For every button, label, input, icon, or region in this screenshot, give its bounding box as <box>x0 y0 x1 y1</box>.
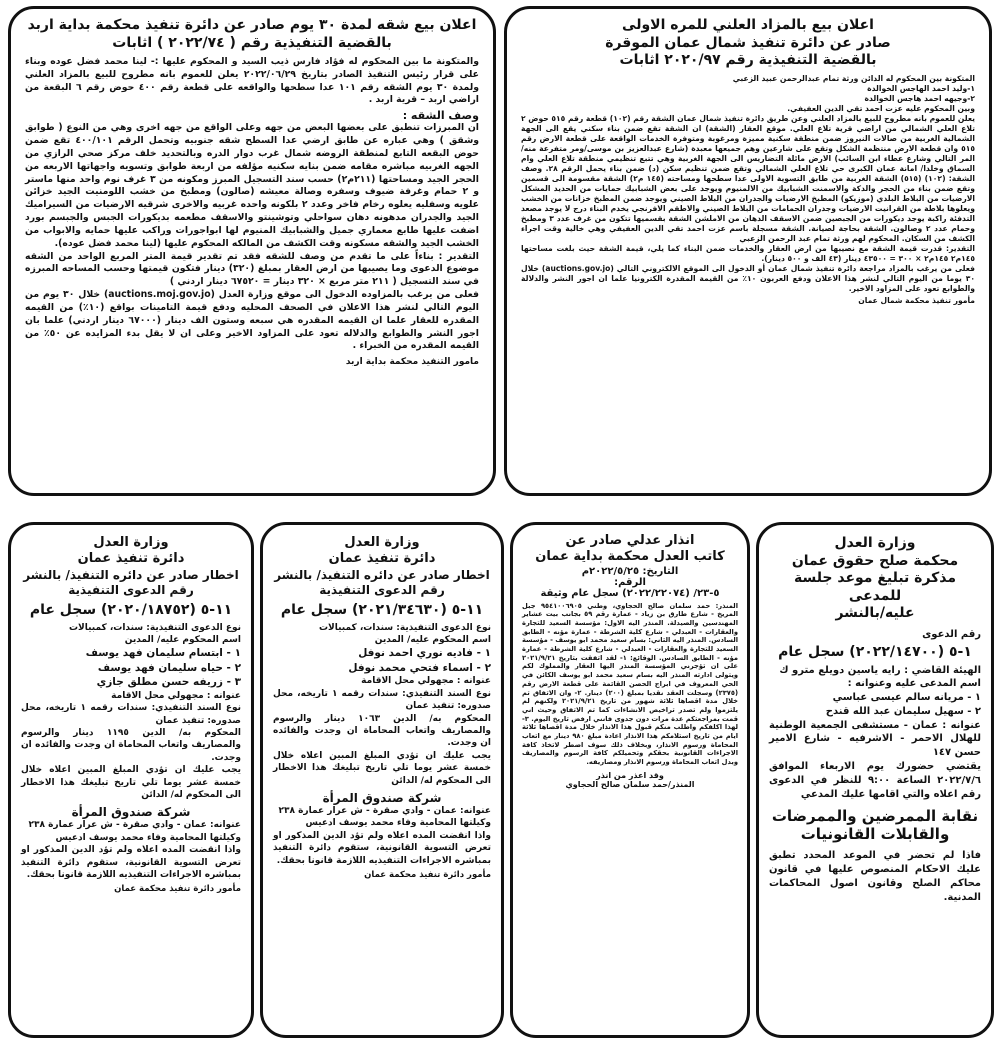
ad3-plaintiff: نقابة الممرضين والممرضات والقابلات القانونيات <box>771 807 979 844</box>
ad1-title-3: بالقضية التنفيذية رقم ٢٠٢٠/٩٧ اثابات <box>619 52 877 68</box>
ad5-signature: مأمور دائرة تنفيذ محكمة عمان <box>364 869 491 880</box>
ad-notary-warning <box>510 522 750 1038</box>
ad1-signature: مأمور تنفيذ محكمة شمال عمان <box>858 295 975 305</box>
ad6-line-4: رقم الدعوى التنفيذية <box>68 582 194 597</box>
ad5-agent: وكيلتها المحامية وفاء محمد يوسف ادعيس <box>305 818 491 829</box>
ad5-debtor-1: ١ - فاديه نوري احمد نوفل <box>358 647 491 660</box>
ad3-line-4: عليه/بالنشر <box>835 605 915 621</box>
ad6-warning: واذا انقضت المده اعلاه ولم تؤد الدين المذكور او تعرض التسوية القانونية، ستقوم دائرة التنفيذ بمباشره الاجراءات التنفيذيه اللازمة قانونا بحقك. <box>21 845 241 881</box>
ad1-party-2: ١-وليد احمد الهاجس الخوالدة <box>867 83 975 93</box>
ad6-creditor: شركة صندوق المرأة <box>71 805 191 820</box>
ad4-reference: ٥-٢٣/ (٢٠٢٢/٢٢٠٧٤) سجل عام وثيقة <box>540 587 720 599</box>
ad5-creditor-address: عنوانه: عمان - وادي صقرة - ش عرار عمارة ٢٣٨ <box>278 805 491 816</box>
ad5-warning: واذا انقضت المده اعلاه ولم تؤد الدين المذكور او تعرض التسوية القانونية، ستقوم دائرة التنفيذ بمباشره الاجراءات التنفيذيه اللازمة قانونا بحقك. <box>273 830 491 866</box>
ad-apartment-sale-irbid <box>8 6 496 496</box>
ad5-document: نوع السند التنفيذي: سندات رقمه ١ تاريخه، محل صدوره: تنفيذ عمان <box>273 688 491 712</box>
ad2-desc-heading: وصف الشقه : <box>402 109 479 123</box>
ad3-line-1: وزارة العدل <box>834 535 916 551</box>
ad6-type: نوع الدعوى التنفيذية: سندات، كمبيالات <box>68 622 241 633</box>
ad4-body: المنذر: حمد سلمان صالح الحجاوي، وطني ٩٥٤١٠٠٦٩٠٥ جبل المريخ - شارع طارق بن زياد - عمارة رقم ٥٩ بجانب بيت عشاير المهندسين والصيدلة. المنذر اليه الاول: مؤسسة السعيد للتجارة والعقارات - العبدلي - شارع كلية الشرطة - عمارة مؤنه - الطابق السادس. المنذر اليه الثاني: بسام سعيد محمد ابو يوسف - مؤسسة السعيد للتجارة والعقارات - العبدلي - شارع كلية الشرطة - عمارة مؤنه - الطابق السادس. الوقائع: ١- لقد اتفقت بتاريخ ٢٠٢١/٩/٢١ على ان تؤجرني المؤسسة المنذر اليها العقار والمملوك لكم ويتولى ادارته المنذر اليه بسام سعيد محمد ابو يوسف الكائن في الحي المعروف في ابراج الحصن القائمة على قطعة الارض رقم (٢٣٧٥) وسجلت العقد نقديا بمبلغ (٢٠٠) دينار. ٢- وان الاتفاق تم خلال مدة اقصاها ثلاثة شهور من تاريخ ٢٠٢١/٩/٢١ ولكنهم لم يلتزموا ولم تصدر تراخيص الانشاءات كما تم الاتفاق وحيث اني قمت بمراجعتكم عدة مرات دون جدوى فانني ارفض تاريخ اليوم. ٣- لهذا اكلفكم واطلب منكم قبول هذا الانذار خلال مدة اقصاها ثلاثة ايام من تاريخ استلامكم هذا الانذار اعادة مبلغ ٩٨٠ دينار مع اتعاب المحاماة ورسوم الانذار، وبخلاف ذلك سوف اضطر لاتخاذ كافة الاجراءات القانونية بحقكم وتحميلكم كافة الرسوم والمصاريف وبدل اتعاب المحاماة ورسوم الانذار ومصاريفه. <box>522 601 738 767</box>
ad3-defendant-2: ٢ - سهيل سليمان عبد الله قندح <box>825 705 981 717</box>
ad3-notice: يقتضي حضورك يوم الاربعاء الموافق ٢٠٢٢/٧/٦ الساعة ٩:٠٠ للنظر في الدعوى رقم اعلاه والتي اقامها عليك المدعي <box>769 761 981 800</box>
ad-auction-north-amman <box>504 6 992 496</box>
ad6-body: يجب عليك ان تؤدي المبلغ المبين اعلاه خلال خمسة عشر يوما تلي تاريخ تبليغك هذا الاخطار الى المحكوم له/ الدائن <box>21 765 241 801</box>
ad3-case-number: ١-٥ (٢٠٢٢/١٤٧٠٠) سجل عام <box>778 643 972 660</box>
ad1-title-2: صادر عن دائرة تنفيذ شمال عمان الموقرة <box>605 34 891 51</box>
ad5-line-3: اخطار صادر عن دائره التنفيذ/ بالنشر <box>274 567 490 582</box>
ad2-valuation: التقدير : بناءاً على ما تقدم من وصف للشقه فقد تم تقدير قيمة المتر المربع الواحد من الشقه موضوع الدعوى وما يصيبها من ارض العقار بمبلغ (٣٢٠) دينار فتكون قيمتها وحسب المساحه المبرزه في سند التسجيل ( ٢١١ متر مربع × ٣٢٠ دينار = ٦٧٥٢٠ دينار اردني ) <box>25 250 479 288</box>
ad2-closing: فعلى من يرغب بالمزاوده الدخول الى موقع وزارة العدل (auctions.moj.gov.jo) خلال ٣٠ يوم من اليوم التالي لنشر هذا الاعلان في الصحف المحليه ودفع قيمة التامينات بواقع (١٠٪) من القيمه المقدره للعقار علما ان القيمه المقدره هي سبعه وستون الف دينار (٦٧٠٠٠ دينار اردني) علما بان اجور النشر والطوابع والدلاله تعود على المزاود الاخير وعلى ان لا يقل بدء المزايده عن ٥٠٪ من القيمه المقدره من الخبراء . <box>25 289 480 352</box>
ad3-case-label: رقم الدعوى <box>922 628 981 640</box>
ad6-document: نوع السند التنفيذي: سندات رقمه ١ تاريخه، محل صدوره: تنفيذ عمان <box>21 703 241 726</box>
ad6-line-3: اخطار صادر عن دائره التنفيذ/ بالنشر <box>23 567 239 582</box>
ad2-intro: والمتكونة ما بين المحكوم له فؤاد فارس ذيب السيد و المحكوم عليها :- لينا محمد فضل عوده وبناء على قرار رئيس التنفيذ الصادر بتاريخ ٢٠٢٢/٠٦/٢٩ يعلن للعموم بانه مطروح للبيع بالمزاد العلني ولمدة ٣٠ يوم الشقه رقم ١٠١ عدا سطحها والواقعه على قطعة رقم ٤٠٠ حوض رقم ٦ البقعة من اراضي اربد – قرية اربد . <box>25 56 479 106</box>
ad2-title-2: بالقضية التنفيذية رقم ( ٢٠٢٢/٧٤ ) اثابات <box>112 34 392 51</box>
ad5-type: نوع الدعوى التنفيذية: سندات، كمبيالات <box>318 622 491 633</box>
ad3-judge: الهيئة القاضي : رايه ياسين دويلع مترو ك <box>779 664 981 676</box>
ad6-address: عنوانه : مجهولي محل الاقامة <box>111 690 241 701</box>
ad6-line-1: وزارة العدل <box>93 535 169 550</box>
ad3-defendant-label: اسم المدعى عليه وعنوانه : <box>847 678 981 690</box>
ad-execution-notice-1 <box>260 522 504 1038</box>
ad5-line-1: وزارة العدل <box>344 535 420 550</box>
ad5-case-number: ١١-٥ (٢٠٢١/٣٤٦٣٠) سجل عام <box>280 601 484 618</box>
ad4-line-2: كاتب العدل محكمة بداية عمان <box>535 549 725 565</box>
ad4-number-label: الرقم: <box>614 576 646 588</box>
ad1-valuation: التقدير: قدرت قيمة الشقة مع نصيبها من ارض العقار والخدمات ضمن البناء كما يلي، قيمة الشقة حيث بلغت مساحتها ١٤٥م٢ ١٤٥م٢ × ٣٠٠ = ٤٣٥٠٠ دينار (٤٣ الف و ٥٠٠ دينار). <box>521 243 975 263</box>
ad5-debtor-label: اسم المحكوم عليه/ المدين <box>374 634 491 645</box>
ad2-title-1: اعلان بيع شقه لمدة ٣٠ يوم صادر عن دائرة تنفيذ محكمة بداية اربد <box>27 17 477 33</box>
ad5-debtor-2: ٢ - اسماء فتحي محمد نوفل <box>348 661 491 674</box>
ad5-amount: المحكوم به/ الدين ١٠٦٣ دينار والرسوم والمصاريف واتعاب المحاماة ان وجدت والفائده ان وجدت. <box>273 713 492 749</box>
ad2-signature: مامور التنفيذ محكمة بداية اربد <box>345 357 479 368</box>
ad6-debtor-label: اسم المحكوم عليه/ المدين <box>124 634 241 645</box>
ad4-sign-2: المنذر/حمد سلمان صالح الحجاوي <box>565 779 695 789</box>
ad5-creditor: شركة صندوق المرأة <box>322 790 442 805</box>
ad5-line-2: دائرة تنفيذ عمان <box>328 551 436 567</box>
ad1-title-1: اعلان بيع بالمزاد العلني للمره الاولى <box>622 17 874 33</box>
ad6-case-number: ١١-٥ (٢٠٢٠/١٨٧٥٢) سجل عام <box>29 601 233 618</box>
ad3-defendant-1: ١ - مريانه سالم عيسى عباسي <box>832 692 981 704</box>
ad2-description: ان المبرزات تنطبق على بعضها البعض من جهه وعلى الواقع من جهه اخرى وهي من النوع ( طوابق وشقق ) وهي عباره عن طابق ارضي عدا السطح شقه جنوبيه وتحمل الرقم ٤٠٠/١٠١ تقع ضمن حوض البقعه التابع لمنطقة الروضه شمال غرب دوار الدره وبالتحديد خلف مركز صحي الرازي من الجهه الغربيه مباشره مقامه ضمن بنايه سكنيه مؤلفه من اربعة طوابق وتسويه واجهاتها الاربعه من الحجر الجيد ومساحتها (٢١١م٢) حسب سند التسجيل المبرز ومكونه من ٣ غرف نوم واحد منها ماستر و ٢ حمام وغرفة ضيوف وسفره وصالة معيشه (صالون) ومطبخ من خشب اللومنيت الجيد خزائن علويه وسفليه يعلوه رخام فاخر وعدد ٢ بلكونه واحده غربيه والاخرى شرقيه الارضيات من السيراميك الجيد والجدران مدهونه دهان سواحلي وتوشينتو والاسقف مطعمه بديكورات الجبس والجبسم بورد اضفت عليها طابع معماري جميل والشبابيك المنيوم لها ابواجورات وراكب عليها حمايه والابواب من الخشب الجيد والشقه مسكونه وقت الكشف من المالكه المحكوم عليها (لينا محمد فضل عوده). <box>25 122 479 249</box>
ad4-date: التاريخ: ٢٠٢٢/٥/٢٥م <box>581 565 679 577</box>
ad-court-summons <box>756 522 994 1038</box>
ad6-signature: مأمور دائرة تنفيذ محكمة عمان <box>114 884 241 895</box>
ad3-line-2: محكمة صلح حقوق عمان <box>791 552 959 569</box>
ad6-debtor-3: ٣ - زريفه حسن مطلق جازي <box>96 676 241 689</box>
ad6-creditor-address: عنوانه: عمان - وادي صقرة - ش عرار عمارة ٢٣٨ <box>28 820 241 831</box>
ad1-body: يعلن للعموم بانه مطروح للبيع بالمزاد العلني وعن طريق دائرة تنفيذ شمال عمان الشقة رقم (١٠٢) قطعة رقم ٥١٥ حوض ٢ تلاع العلي الشمالي من اراضي قرية تلاع العلي. موقع العقار (الشقة) ان الشقة تقع ضمن بناء سكني يقع الى الجهة الشمالية الغربية من صالات النيروز ضمن منطقة سكنية مميزة ومرغوبة ومتوفرة الخدمات الواقعة على قطعة الارض رقم ٥١٥ وان قطعة الارض منتظمة الشكل وتقع على شارعين وهم جميعها معبدة (شارع عبدالعزيز بن موسى/ومر متفرعة منه/المر التالي وشارع عطاء ابن السائب) الارض مائلة التضاريس الى الجهة الغربية وهي تتبع تنظيمي منطقة تلاع العلي وام السماق وخلدا/ امانة عمان الكبرى حي تلاع العلي الشمالي وتقع ضمن تنظيم سكن (د) ضمن بناء يحمل الرقم ٢٨. وصف الشقة: (١٠٢) (٥١٥) الشقة الغربية من طابق التسوية الاولى عدا سطحها ومساحته (١٤٥ م٢) الشقة مقسومة الى قسمين وتقع ضمن بناء من الحجر والدكة والاسمنت الشبابيك من الالمنيوم ويوجد على بعض الشبابيك حمايات من الحديد المشكل الارضيات من البلاط البلدي (موزيكو) المطبخ الارضيات والجدران من البلاط الصيني ويوجد ضمن المطبخ خزانات من الخشب ويعلوها بلاطة من القرانيت الارضيات وجدران الحمامات من البلاط الصيني والاطقم الافرنجي يخدم البناء درج لا يوجد مصعد التدفئة راكبة يوجد ديكورات من الجبصين ضمن الاسقف الدهان من الاملشن الشقة بقسميها تتكون من غرف عدد ٣ ومطبخ وحمام عدد ٢ وصالون. الشقة بحاجة لصيانة. الشقة مسجلة باسم عزت احمد تقي الدين العفيفي وهي خالية وقت اجراء الكشف من السكان. المحكوم لهم ورثة تمام عبد الرحمن الزعبي <box>521 113 975 243</box>
ad5-address: عنوانه : مجهولي محل الاقامة <box>361 676 491 687</box>
ad6-line-2: دائرة تنفيذ عمان <box>77 551 185 567</box>
ad1-party-4: وبين المحكوم عليه عزت احمد تقي الدين العفيفي. <box>787 103 975 113</box>
ad6-debtor-2: ٢ - حياه سليمان فهد يوسف <box>97 661 241 674</box>
ad1-closing: فعلى من يرغب بالمزاد مراجعة دائرة تنفيذ شمال عمان أو الدخول الى الموقع الالكتروني التالي (auctions.gov.jo) خلال ٣٠ يوما من اليوم التالي لنشر هذا الاعلان ودفع العربون ١٠٪ من القيمة المقدرة الكترونيا علما ان اجور النشر والدلالة والطوابع تعود على المزاود الاخير. <box>521 263 975 293</box>
ad5-body: يجب عليك ان تؤدي المبلغ المبين اعلاه خلال خمسة عشر يوما تلي تاريخ تبليغك هذا الاخطار الى المحكوم له/ الدائن <box>273 750 491 786</box>
ad6-amount: المحكوم به/ الدين ١١٩٥ دينار والرسوم والمصاريف واتعاب المحاماة ان وجدت والفائده ان وجدت. <box>21 727 241 763</box>
ad3-warning: فاذا لم تحضر في الموعد المحدد تطبق عليك الاحكام المنصوص عليها في قانون محاكم الصلح وقانون اصول المحاكمات المدنية. <box>769 850 981 903</box>
ad6-debtor-1: ١ - ابتسام سليمان فهد يوسف <box>85 647 241 660</box>
ad3-line-3: مذكرة تبليغ موعد جلسة للمدعى <box>793 570 957 604</box>
ad4-line-1: انذار عدلي صادر عن <box>565 533 695 548</box>
ad6-agent: وكيلتها المحامية وفاء محمد يوسف ادعيس <box>55 832 241 843</box>
ad1-party-3: ٢-وجيهه احمد هاجس الخوالدة <box>864 93 975 103</box>
ad5-line-4: رقم الدعوى التنفيذية <box>319 582 445 597</box>
ad-execution-notice-2 <box>8 522 254 1038</box>
ad1-party-1: المتكونة بين المحكوم له الدائن ورثة تمام عبدالرحمن عبيد الزعبي <box>732 73 975 83</box>
ad4-sign-1: وقد اعذر من انذر <box>596 770 664 780</box>
ad3-address: عنوانه : عمان - مستشفى الجمعية الوطنية للهلال الاحمر - الاشرفيه - شارع الامير حسن ١٤٧ <box>769 719 981 759</box>
